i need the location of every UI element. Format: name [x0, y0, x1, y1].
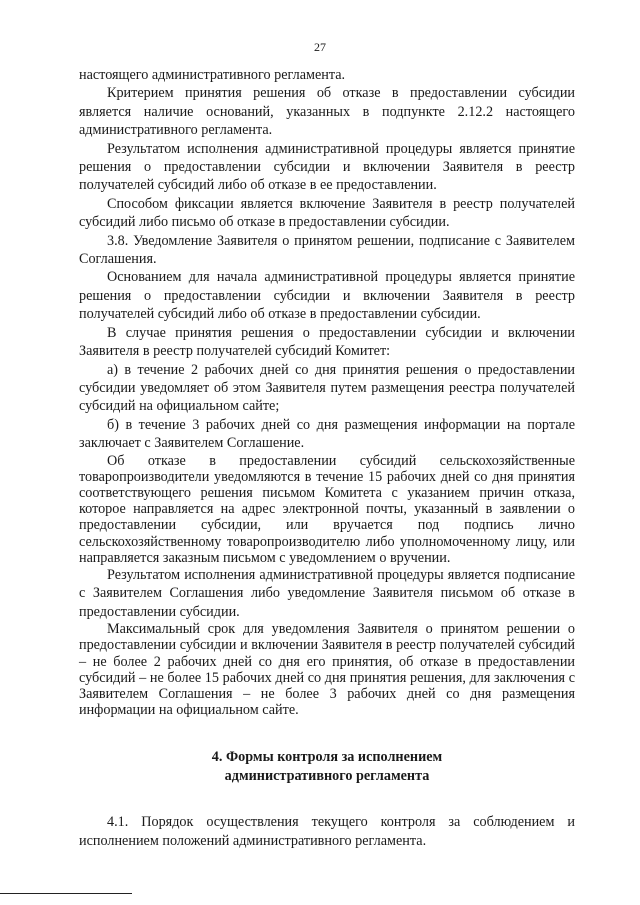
paragraph: Результатом исполнения административной процедуры является подписание с Заявителем Соглашения либо уведомление Заявителя письмом об отказе в предоставлении субсидии. — [79, 566, 575, 620]
paragraph: Способом фиксации является включение Заявителя в реестр получателей субсидий либо письмо об отказе в предоставлении субсидии. — [79, 195, 575, 231]
page-number: 27 — [314, 40, 326, 54]
section-heading-line-2: административного регламента — [224, 767, 430, 784]
paragraph: Основанием для начала административной процедуры является принятие решения о предоставлении субсидии и включении Заявителя в реестр получателей субсидий либо об отказе в предоставлении субсидии. — [79, 269, 575, 323]
paragraph: В случае принятия решения о предоставлении субсидии и включении Заявителя в реестр получателей субсидий Комитет: — [79, 324, 575, 360]
paragraph: Об отказе в предоставлении субсидий сельскохозяйственные товаропроизводители уведомляются в течение 15 рабочих дней со дня принятия соответствующего решения письмом Комитета с указанием причин отказа, которое направляется на адрес электронной почты, указанный в заявлении о предоставлении субсидии, или вручается под подпись лично сельскохозяйственному товаропроизводителю либо уполномоченному лицу, или направляется заказным письмом с уведомлением о вручении. — [79, 452, 575, 566]
list-item-a: а) в течение 2 рабочих дней со дня принятия решения о предоставлении субсидии уведомляет об этом Заявителя путем размещения реестра получателей субсидий на официальном сайте; — [79, 361, 575, 415]
footer-rule — [0, 893, 132, 894]
section-3-8-title: 3.8. Уведомление Заявителя о принятом решении, подписание с Заявителем Соглашения. — [79, 232, 575, 268]
paragraph-4-1: 4.1. Порядок осуществления текущего контроля за соблюдением и исполнением положений административного регламента. — [79, 814, 575, 849]
paragraph: Максимальный срок для уведомления Заявителя о принятом решении о предоставлении субсидии и включении Заявителя в реестр получателей субсидий – не более 2 рабочих дней со дня его принятия, об отказе в предоставлении субсидий – не более 15 рабочих дней со дня принятия решения, для заключения с Заявителем Соглашения – не более 3 рабочих дней со дня размещения информации на официальном сайте. — [79, 621, 575, 719]
paragraph: Результатом исполнения административной процедуры является принятие решения о предоставлении субсидии и включении Заявителя в реестр получателей субсидий либо об отказе в ее предоставлении. — [79, 140, 575, 194]
list-item-b: б) в течение 3 рабочих дней со дня размещения информации на портале заключает с Заявителем Соглашение. — [79, 416, 575, 452]
paragraph: Критерием принятия решения об отказе в предоставлении субсидии является наличие оснований, указанных в подпункте 2.12.2 настоящего административного регламента. — [79, 85, 575, 139]
section-heading-line-1: 4. Формы контроля за исполнением — [211, 749, 443, 766]
section-heading — [79, 748, 575, 785]
document-body — [79, 66, 575, 850]
paragraph: настоящего административного регламента. — [79, 67, 346, 83]
